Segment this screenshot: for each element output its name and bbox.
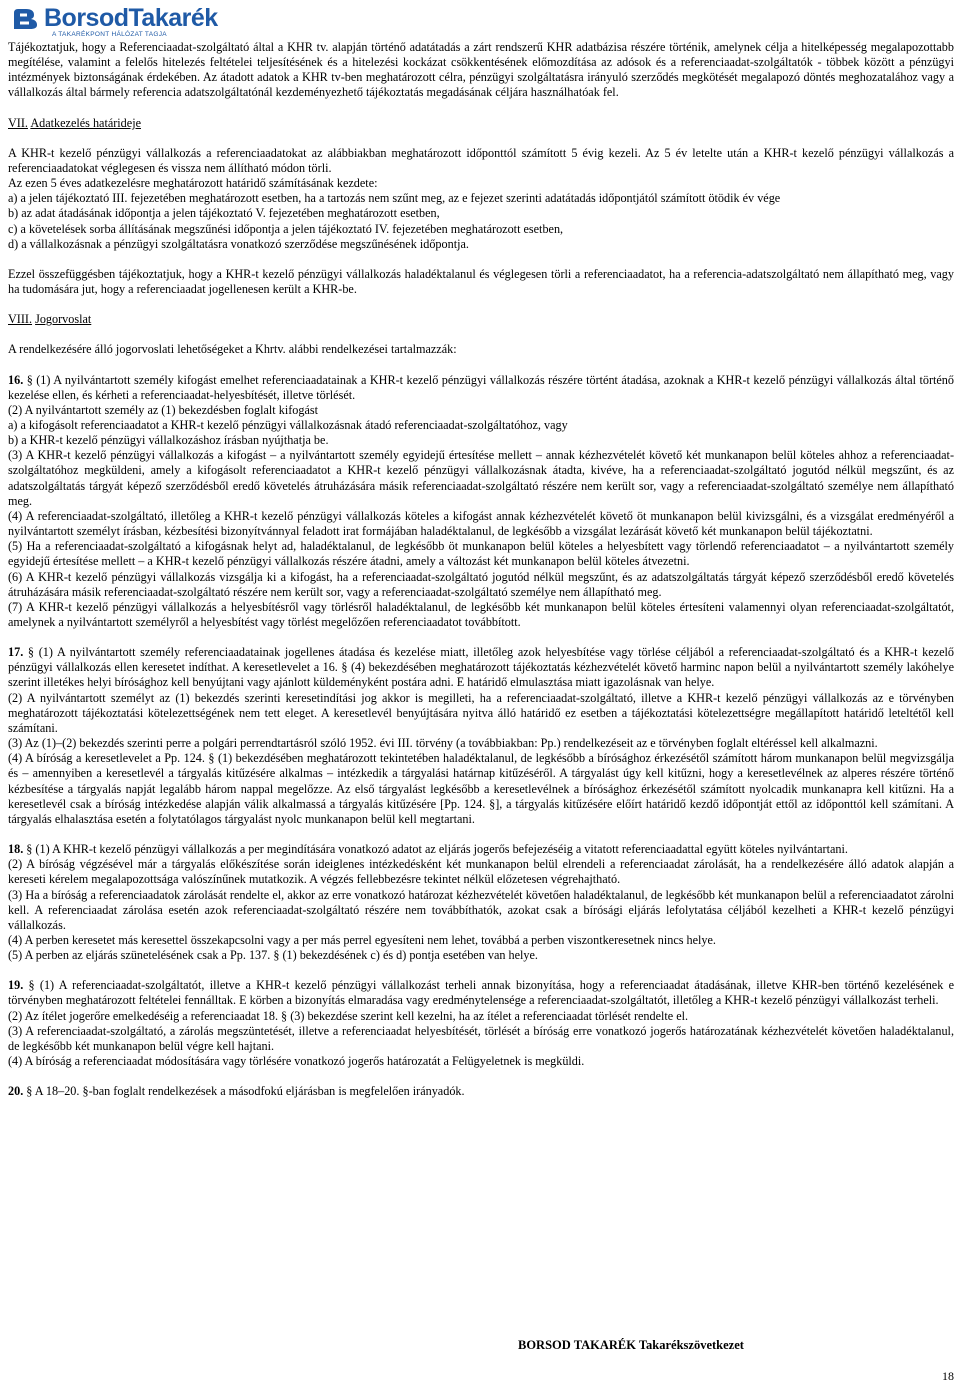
paragraph: (3) Ha a bíróság a referenciaadatok zárolását rendelte el, akkor az erre vonatkozó határozat kézhezvételét követően haladéktalanul, de legkésőbb két munkanapon belül a referenciaadatot zárolni kell. A referenciaadat zárolása esetén azok referenciaadat-szolgáltató részére nem továbbíthatók, azokat csak a bírósági eljárás lefolytatása céljából kezelheti a KHR-t kezelő pénzügyi vállalkozás. <box>8 887 954 932</box>
paragraph: (3) A referenciaadat-szolgáltató, a zárolás megszüntetését, illetve a referenciaadat helyesbítését, törlését a bíróság erre vonatkozó jogerős határozatának kézhezvételét követően haladéktalanul, de legkésőbb két munkanapon belül végre kell hajtani. <box>8 1023 954 1053</box>
signature: BORSOD TAKARÉK Takarékszövetkezet <box>518 1338 744 1352</box>
paragraph: Az ezen 5 éves adatkezelésre meghatározott határidő számításának kezdete: <box>8 176 378 191</box>
list-item: c) a követelések sorba állításának megszűnési időpontja a jelen tájékoztató IV. fejezetében meghatározott esetben, <box>8 221 564 236</box>
brand-name: BorsodTakarék <box>44 4 218 32</box>
paragraph: (2) A nyilvántartott személy az (1) bekezdésben foglalt kifogást <box>8 402 319 417</box>
list-item: a) a jelen tájékoztató III. fejezetében meghatározott esetben, ha a tartozás nem szűnt meg, az e fejezet szerinti adatátadás időpontjától számított ötödik év vége <box>8 191 781 206</box>
paragraph: Ezzel összefüggésben tájékoztatjuk, hogy a KHR-t kezelő pénzügyi vállalkozás haladéktalanul és véglegesen törli a referenciaadatot, ha a referencia-adatszolgáltató nem állapítható meg, vagy ha tudomására jut, hogy a referenciaadat jogellenesen került a KHR-be. <box>8 266 954 297</box>
list-item: a) a kifogásolt referenciaadatot a KHR-t kezelő pénzügyi vállalkozásnak átadó referenciaadat-szolgáltatóhoz, vagy <box>8 417 568 432</box>
section-heading-viii: VIII. Jogorvoslat <box>8 312 92 327</box>
paragraph: (6) A KHR-t kezelő pénzügyi vállalkozás vizsgálja ki a kifogást, ha a referenciaadat-szolgáltató jogutód nélkül megszűnt, és az adatszolgáltatás tárgyát képező szerződésből eredő követelés átruházására másik referenciaadat-szolgáltató részére nem került sor, vagy a referenciaadat-szolgáltató személye nem állapítható meg. <box>8 569 954 599</box>
paragraph: (2) Az ítélet jogerőre emelkedéséig a referenciaadat 18. § (3) bekezdése szerint kell kezelni, ha az ítélet a referenciaadat törlését rendelte el. <box>8 1008 689 1023</box>
brand-logo-mark-icon <box>12 7 42 31</box>
intro-paragraph: Tájékoztatjuk, hogy a Referenciaadat-szolgáltató által a KHR tv. alapján történő adatátadás a zárt rendszerű KHR adatbázisa részére történik, amelynek célja a hitelképesség megalapozottabb megítélése, valamint a felelős hitelezés feltételei teljesítésének és a hitelezési kockázat csökkentésének előmozdítása az adósok és a referenciaadat-szolgáltatók - többek között a pénzügyi intézmények biztonságának érdekében. Az átadott adatok a KHR tv-ben meghatározott célra, pénzügyi szolgáltatásra irányuló szerződés megkötését megalapozó döntés meghozatalához vagy a vállalkozás által bármely referencia adatszolgáltatónál kezdeményezhető tájékoztatás megadásának céljára használhatóak fel. <box>8 40 954 100</box>
paragraph: (3) A KHR-t kezelő pénzügyi vállalkozás a kifogást – a nyilvántartott személy egyidejű értesítése mellett – annak kézhezvételét követő két munkanapon belül köteles ahhoz a referenciaadat-szolgáltatóhoz megküldeni, amely a kifogásolt referenciaadatot a KHR-t kezelő pénzügyi vállalkozásnak átadta, kivéve, ha a referenciaadat-szolgáltató jogutód nélkül megszűnt, és az adatszolgáltatás tárgyát képező szerződésből eredő követelés átruházására másik referenciaadat-szolgáltató részére nem került sor, vagy a referenciaadat-szolgáltató személye nem állapítható meg. <box>8 448 954 508</box>
paragraph: (5) Ha a referenciaadat-szolgáltató a kifogásnak helyt ad, haladéktalanul, de legkésőbb öt munkanapon belül köteles a helyesbített vagy törlendő referenciaadatot – a nyilvántartott személy egyidejű értesítése mellett – a KHR-t kezelő pénzügyi vállalkozás részére átadni, amely a változást két munkanapon belül köteles átvezetni. <box>8 539 954 569</box>
section-16: 16. § (1) A nyilvántartott személy kifogást emelhet referenciaadatainak a KHR-t kezelő pénzügyi vállalkozás részére történt átadása, azoknak a KHR-t kezelő pénzügyi vállalkozás által történő kezelése ellen, és kérheti a referenciaadat-helyesbítését, illetve törlését. <box>8 372 954 402</box>
list-item: b) a KHR-t kezelő pénzügyi vállalkozáshoz írásban nyújthatja be. <box>8 433 329 448</box>
paragraph: A rendelkezésére álló jogorvoslati lehetőségeket a Khrtv. alábbi rendelkezései tartalmazzák: <box>8 342 457 357</box>
page-number: 18 <box>942 1369 954 1383</box>
paragraph: (4) A bíróság a referenciaadat módosítására vagy törlésére vonatkozó jogerős határozatát a Felügyeletnek is megküldi. <box>8 1054 585 1069</box>
section-17: 17. § (1) A nyilvántartott személy referenciaadatainak jogellenes átadása és kezelése miatt, illetőleg azok helyesbítése vagy törlése céljából a referenciaadat-szolgáltató és a KHR-t kezelő pénzügyi vállalkozás ellen keresetet indíthat. A keresetlevelet a 16. § (4) bekezdésében meghatározott tájékoztatás kézhezvételét követő harminc napon belül a nyilvántartott személy lakóhelye szerint illetékes helyi bírósághoz kell benyújtani vagy ajánlott küldeményként postára adni. E határidő elmulasztása miatt igazolásnak van helye. <box>8 645 954 690</box>
section-heading-vii: VII. Adatkezelés határideje <box>8 115 141 130</box>
paragraph: (3) Az (1)–(2) bekezdés szerinti perre a polgári perrendtartásról szóló 1952. évi III. törvény (a továbbiakban: Pp.) rendelkezéseit az e törvényben foglalt eltéréssel kell alkalmazni. <box>8 736 878 751</box>
section-19: 19. § (1) A referenciaadat-szolgáltatót, illetve a KHR-t kezelő pénzügyi vállalkozást terheli annak bizonyítása, hogy a referenciaadat átadásának, illetve KHR-ben történő kezelésének e törvényben meghatározott feltételei fennálltak. E körben a bizonyítás elmaradása vagy eredménytelensége a referenciaadat-szolgáltatót, illetőleg a KHR-t kezelő pénzügyi vállalkozást terheli. <box>8 978 954 1008</box>
list-item: b) az adat átadásának időpontja a jelen tájékoztató V. fejezetében meghatározott esetben, <box>8 206 440 221</box>
paragraph: (7) A KHR-t kezelő pénzügyi vállalkozás a helyesbítésről vagy törlésről haladéktalanul, de legkésőbb két munkanapon belül köteles értesíteni valamennyi olyan referenciaadat-szolgáltatót, amelynek a nyilvántartott személyről a helyesbítést vagy törlést megelőzően referenciaadatot továbbított. <box>8 599 954 629</box>
brand-logo <box>12 4 248 40</box>
document-body <box>8 40 954 1099</box>
section-20: 20. § A 18–20. §-ban foglalt rendelkezések a másodfokú eljárásban is megfelelően irányadók. <box>8 1084 465 1099</box>
section-18: 18. § (1) A KHR-t kezelő pénzügyi vállalkozás a per megindítására vonatkozó adatot az eljárás jogerős befejezéséig a vitatott referenciaadattal együtt köteles nyilvántartani. <box>8 842 848 857</box>
paragraph: A KHR-t kezelő pénzügyi vállalkozás a referenciaadatokat az alábbiakban meghatározott időponttól számított 5 évig kezeli. Az 5 év letelte után a KHR-t kezelő pénzügyi vállalkozás a referenciaadatokat véglegesen és vissza nem állítható módon törli. <box>8 145 954 175</box>
paragraph: (2) A nyilvántartott személyt az (1) bekezdés szerinti keresetindítási jog akkor is megilleti, ha a referenciaadat-szolgáltató, illetve a KHR-t kezelő pénzügyi vállalkozás az e törvényben meghatározott tájékoztatási kötelezettségének nem tett eleget. A keresetlevél benyújtására nyitva álló határidő ez esetben a tájékoztatási kötelezettségre megállapított határidő leteltétől kell számítani. <box>8 690 954 735</box>
paragraph: (4) A referenciaadat-szolgáltató, illetőleg a KHR-t kezelő pénzügyi vállalkozás köteles a kifogást annak kézhezvételét követő öt munkanapon belül kivizsgálni, és a vizsgálat eredményéről a nyilvántartott személyt írásban, kézbesítési bizonyítvánnyal feladott irat formájában haladéktalanul, de legkésőbb a vizsgálat lezárását követő két munkanapon belül tájékoztatni. <box>8 508 954 539</box>
brand-tagline: A TAKARÉKPONT HÁLÓZAT TAGJA <box>52 31 167 38</box>
page-header <box>0 0 960 40</box>
paragraph: (4) A bíróság a keresetlevelet a Pp. 124. § (1) bekezdésében meghatározott tekintetében haladéktalanul, de legkésőbb a bírósághoz érkezésétől számított három munkanapon belül megvizsgálja és – amennyiben a keresetlevél a tárgyalás kitűzésére alkalmas – intézkedik a tárgyalási határnap kitűzéséről. A tárgyalást úgy kell kitűzni, hogy a keresetlevélnek az alperes részére történő kézbesítése a tárgyalás napját legalább három nappal megelőzze. Az első tárgyalást legkésőbb a keresetlevélnek a bírósághoz érkezésétől számított nyolcadik munkanapra kell kitűzni. Ha a keresetlevél csak a bíróság intézkedése alapján válik alkalmassá a tárgyalás kitűzésére [Pp. 124. §], a tárgyalás kitűzésére előírt határidő kezdő időpontját ettől az időponttól kell számítani. A tárgyalás elhalasztása esetén a folytatólagos tárgyalást nyolc munkanapon belül kell megtartani. <box>8 751 954 826</box>
list-item: d) a vállalkozásnak a pénzügyi szolgáltatásra vonatkozó szerződése megszűnésének időpontja. <box>8 236 469 251</box>
paragraph: (5) A perben az eljárás szünetelésének csak a Pp. 137. § (1) bekezdésének c) és d) pontja esetében van helye. <box>8 948 538 963</box>
paragraph: (4) A perben keresetet más keresettel összekapcsolni vagy a per más perrel egyesíteni nem lehet, továbbá a perben viszontkeresetnek nincs helye. <box>8 932 716 947</box>
paragraph: (2) A bíróság végzésével már a tárgyalás előkészítése során ideiglenes intézkedésként két munkanapon belül elrendeli a referenciaadat zárolását, ha a rendelkezésére álló adatok alapján a kereseti kérelem megalapozottsága valószínűnek mutatkozik. A végzés fellebbezésre tekintet nélkül előzetesen végrehajtható. <box>8 857 954 887</box>
